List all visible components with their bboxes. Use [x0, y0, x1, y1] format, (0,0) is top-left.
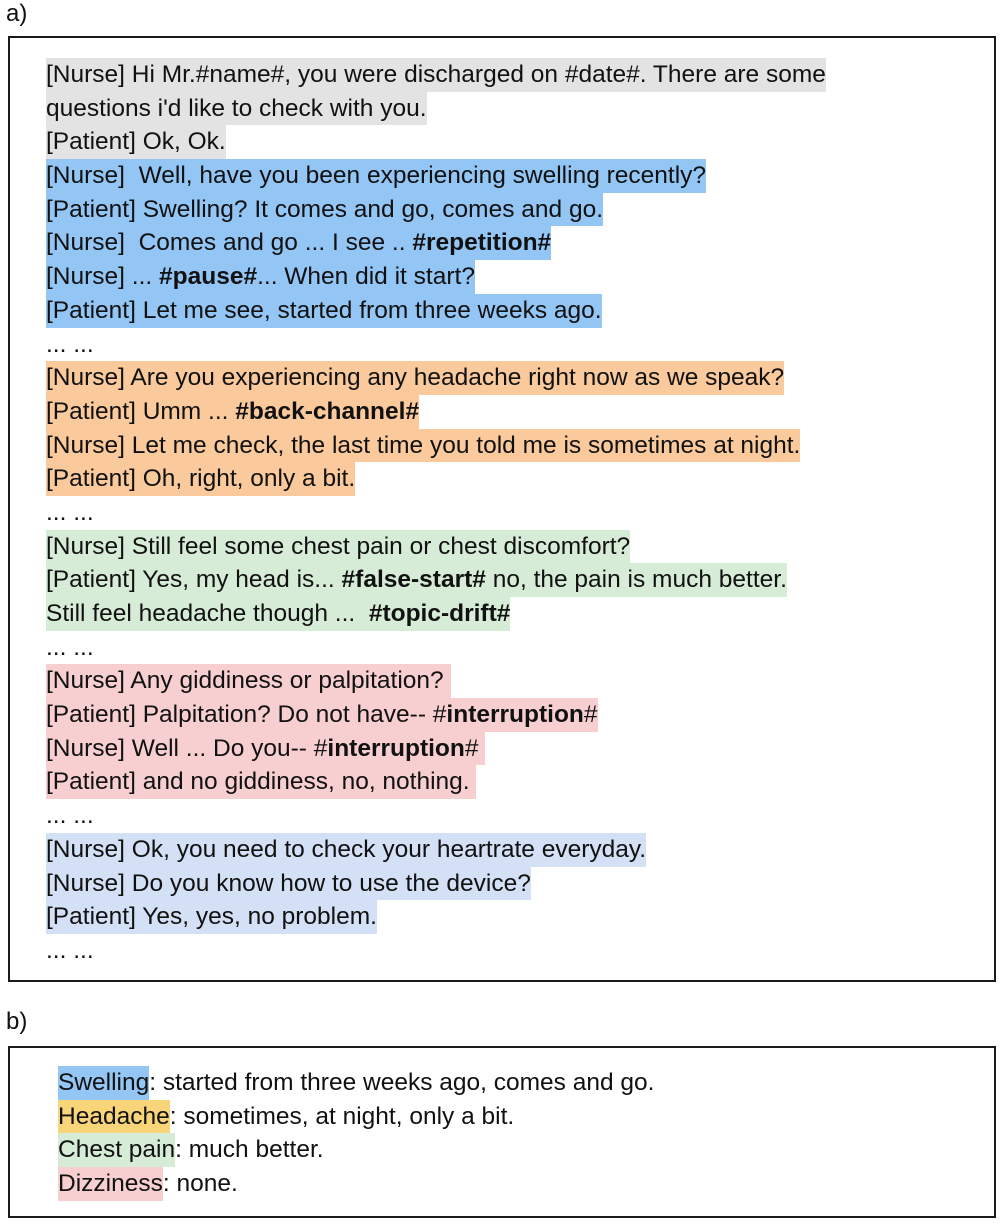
dialogue-line	[46, 799, 976, 833]
dialogue-line-highlight	[46, 361, 784, 395]
dialogue-line	[46, 294, 976, 328]
dialogue-line-highlight	[46, 833, 646, 867]
dialogue-text: [Nurse] Any giddiness or palpitation?	[46, 667, 451, 695]
dialogue-text: questions i'd like to check with you.	[46, 94, 427, 122]
symptom-summary-text: : started from three weeks ago, comes and go.	[149, 1069, 655, 1096]
dialogue-text: [Nurse] Are you experiencing any headache right now as we speak?	[46, 364, 785, 392]
dialogue-line-highlight	[46, 125, 226, 159]
dialogue-line-highlight	[46, 765, 476, 799]
disfluency-tag: #false-start#	[341, 566, 486, 594]
symptom-keyword: Chest pain	[58, 1133, 175, 1167]
dialogue-text: [Patient] Umm ...	[46, 397, 236, 425]
dialogue-line	[46, 395, 976, 429]
dialogue-text: ... ...	[46, 936, 94, 964]
panel-a-label: a)	[6, 0, 28, 27]
dialogue-line	[46, 732, 976, 766]
dialogue-line	[46, 193, 976, 227]
disfluency-tag: interruption	[446, 701, 584, 729]
dialogue-line	[46, 900, 976, 934]
dialogue-line	[46, 698, 976, 732]
dialogue-line	[46, 631, 976, 665]
summary-lines	[58, 1066, 958, 1201]
dialogue-line	[46, 58, 976, 92]
dialogue-line	[46, 125, 976, 159]
dialogue-lines	[46, 58, 976, 968]
dialogue-text: ... ...	[46, 498, 94, 526]
dialogue-text: [Patient] Oh, right, only a bit.	[46, 465, 356, 493]
dialogue-text: [Patient] Ok, Ok.	[46, 128, 226, 156]
dialogue-text: #	[464, 734, 486, 762]
dialogue-text: [Nurse] Do you know how to use the device?	[46, 869, 531, 897]
dialogue-text: [Patient] and no giddiness, no, nothing.	[46, 768, 477, 796]
symptom-keyword: Swelling	[58, 1066, 149, 1100]
dialogue-line-highlight	[46, 193, 603, 227]
dialogue-line-highlight	[46, 799, 94, 833]
dialogue-text: [Nurse] ...	[46, 263, 160, 291]
summary-item	[58, 1100, 958, 1134]
dialogue-text: #	[583, 701, 598, 729]
dialogue-line-highlight	[46, 563, 787, 597]
symptom-keyword: Dizziness	[58, 1167, 163, 1201]
dialogue-text: ... ...	[46, 802, 94, 830]
symptom-summary-text: : much better.	[175, 1136, 324, 1164]
dialogue-line	[46, 833, 976, 867]
summary-item	[58, 1133, 958, 1167]
dialogue-line-highlight	[46, 900, 377, 934]
dialogue-text: [Nurse] Comes and go ... I see ..	[46, 229, 413, 257]
dialogue-line	[46, 867, 976, 901]
dialogue-line-highlight	[46, 934, 94, 968]
dialogue-line	[46, 226, 976, 260]
dialogue-line	[46, 328, 976, 362]
dialogue-text: [Patient] Swelling? It comes and go, comes and go.	[46, 195, 604, 223]
dialogue-text: no, the pain is much better.	[485, 566, 787, 594]
dialogue-line-highlight	[46, 496, 94, 530]
dialogue-line-highlight	[46, 58, 826, 92]
dialogue-text: [Patient] Palpitation? Do not have-- #	[46, 701, 447, 729]
dialogue-text: Still feel headache though ...	[46, 600, 369, 627]
dialogue-line-highlight	[46, 867, 531, 901]
dialogue-text: [Patient] Yes, my head is...	[46, 566, 342, 594]
dialogue-line	[46, 159, 976, 193]
dialogue-line	[46, 429, 976, 463]
dialogue-line	[46, 664, 976, 698]
dialogue-line	[46, 530, 976, 564]
dialogue-line-highlight	[46, 698, 598, 732]
disfluency-tag: #back-channel#	[235, 397, 420, 425]
symptom-keyword: Headache	[58, 1100, 170, 1134]
symptom-summary-box	[8, 1046, 996, 1218]
dialogue-text: [Nurse] Still feel some chest pain or chest discomfort?	[46, 532, 631, 560]
disfluency-tag: #topic-drift#	[368, 600, 511, 627]
dialogue-line-highlight	[46, 631, 94, 665]
disfluency-tag: #repetition#	[412, 229, 552, 257]
dialogue-text: [Patient] Let me see, started from three weeks ago.	[46, 296, 602, 324]
dialogue-line	[46, 92, 976, 126]
dialogue-line-highlight	[46, 226, 551, 260]
dialogue-line	[46, 563, 976, 597]
dialogue-text: [Nurse] Ok, you need to check your heartrate everyday.	[46, 835, 647, 863]
dialogue-line-highlight	[46, 395, 419, 429]
dialogue-transcript-box	[8, 36, 996, 982]
symptom-summary-text: : sometimes, at night, only a bit.	[169, 1102, 515, 1130]
dialogue-line-highlight	[46, 92, 427, 126]
dialogue-line	[46, 765, 976, 799]
dialogue-line-highlight	[46, 328, 94, 362]
summary-item	[58, 1066, 958, 1100]
dialogue-line-highlight	[46, 530, 630, 564]
dialogue-text: [Nurse] Hi Mr.#name#, you were discharged on #date#. There are some	[46, 61, 826, 88]
dialogue-text: [Nurse] Well, have you been experiencing swelling recently?	[46, 162, 707, 190]
dialogue-line	[46, 934, 976, 968]
dialogue-line-highlight	[46, 159, 706, 193]
dialogue-text: ... When did it start?	[257, 263, 475, 291]
dialogue-line	[46, 597, 976, 631]
symptom-summary-text: : none.	[162, 1170, 238, 1198]
dialogue-line	[46, 361, 976, 395]
dialogue-line	[46, 496, 976, 530]
dialogue-line	[46, 260, 976, 294]
dialogue-line-highlight	[46, 732, 485, 766]
dialogue-line-highlight	[46, 597, 510, 631]
dialogue-text: ... ...	[46, 330, 94, 358]
dialogue-line-highlight	[46, 260, 475, 294]
disfluency-tag: #pause#	[159, 263, 258, 291]
panel-b-label: b)	[6, 1008, 28, 1035]
dialogue-text: [Patient] Yes, yes, no problem.	[46, 903, 377, 931]
summary-item	[58, 1167, 958, 1201]
dialogue-line-highlight	[46, 664, 451, 698]
dialogue-line-highlight	[46, 429, 800, 463]
dialogue-line-highlight	[46, 462, 355, 496]
dialogue-line	[46, 462, 976, 496]
dialogue-text: [Nurse] Let me check, the last time you told me is sometimes at night.	[46, 431, 801, 459]
dialogue-text: ... ...	[46, 633, 94, 661]
disfluency-tag: interruption	[327, 734, 465, 762]
dialogue-text: [Nurse] Well ... Do you-- #	[46, 734, 328, 762]
dialogue-line-highlight	[46, 294, 602, 328]
